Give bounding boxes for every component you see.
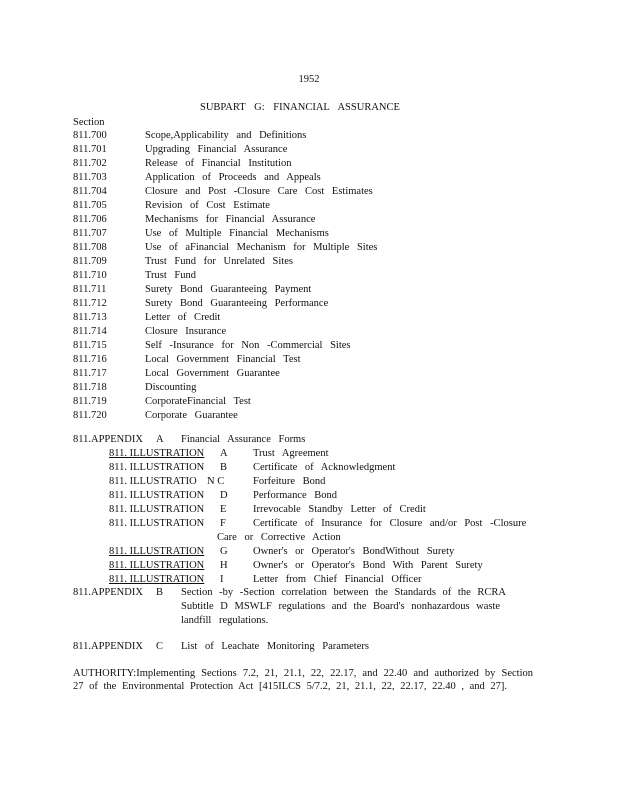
- illustration-label: 811. ILLUSTRATION: [109, 560, 205, 571]
- toc-section-number: 811.714: [73, 326, 107, 337]
- toc-section-title: Revision of Cost Estimate: [145, 200, 270, 211]
- illustration-label: 811. ILLUSTRATION: [109, 448, 205, 459]
- illustration-title: Performance Bond: [253, 490, 338, 501]
- illustration-label: 811. ILLUSTRATION: [109, 574, 205, 585]
- appendix-a-label: 811.APPENDIX: [73, 434, 143, 445]
- toc-section-number: 811.717: [73, 368, 107, 379]
- toc-section-title: Mechanisms for Financial Assurance: [145, 214, 316, 225]
- toc-section-number: 811.712: [73, 298, 107, 309]
- toc-section-title: Use of aFinancial Mechanism for Multiple Sites: [145, 242, 378, 253]
- illustration-title: Certificate of Acknowledgment: [253, 462, 396, 473]
- appendix-c-heading: [73, 640, 369, 653]
- authority-note: AUTHORITY:Implementing Sections 7.2, 21, 21.1, 22, 22.17, and 22.40 and authorized by Section 27 of the Environmental Protection Act [415ILCS 5/7.2, 21, 21.1, 22, 22.17, 22.40 , and 27].: [73, 668, 533, 692]
- illustration-title: Owner's or Operator's BondWithout Surety: [253, 546, 455, 557]
- illustration-label: 811. ILLUSTRATION: [109, 490, 205, 501]
- toc-section-number: 811.718: [73, 382, 107, 393]
- illustration-title: Certificate of Insurance for Closure and/or Post -Closure: [253, 518, 527, 529]
- toc-section-number: 811.707: [73, 228, 107, 239]
- toc-section-number: 811.715: [73, 340, 107, 351]
- appendix-c-letter: C: [156, 641, 164, 652]
- subpart-title: SUBPART G: FINANCIAL ASSURANCE: [200, 102, 400, 113]
- toc-section-title: Upgrading Financial Assurance: [145, 144, 288, 155]
- toc-section-title: Local Government Guarantee: [145, 368, 280, 379]
- page-number: 1952: [298, 74, 320, 85]
- toc-section-title: Closure Insurance: [145, 326, 227, 337]
- appendix-a-title: Financial Assurance Forms: [181, 434, 306, 445]
- toc-section-number: 811.713: [73, 312, 107, 323]
- illustration-label: 811. ILLUSTRATION: [109, 462, 205, 473]
- illustration-title: Trust Agreement: [253, 448, 329, 459]
- toc-section-number: 811.702: [73, 158, 107, 169]
- toc-section-title: Self -Insurance for Non -Commercial Sites: [145, 340, 351, 351]
- illustration-letter: G: [220, 546, 228, 557]
- appendix-c-label: 811.APPENDIX: [73, 641, 143, 652]
- toc-section-title: Trust Fund: [145, 270, 197, 281]
- toc-section-number: 811.706: [73, 214, 107, 225]
- toc-section-title: Use of Multiple Financial Mechanisms: [145, 228, 329, 239]
- toc-section-number: 811.701: [73, 144, 107, 155]
- toc-section-title: Letter of Credit: [145, 312, 221, 323]
- illustration-label: 811. ILLUSTRATION: [109, 518, 205, 529]
- toc-section-title: CorporateFinancial Test: [145, 396, 251, 407]
- toc-section-title: Surety Bond Guaranteeing Payment: [145, 284, 312, 295]
- illustration-letter: I: [220, 574, 224, 585]
- appendix-b-line-1: Section -by -Section correlation between the Standards of the RCRA: [181, 587, 506, 598]
- illustration-letter: A: [220, 448, 228, 459]
- appendix-b-letter: B: [156, 587, 164, 598]
- appendix-b-heading: [73, 586, 506, 599]
- toc-section-title: Release of Financial Institution: [145, 158, 292, 169]
- toc-section-title: Discounting: [145, 382, 197, 393]
- toc-section-number: 811.700: [73, 130, 107, 141]
- illustration-letter: N C: [207, 476, 225, 487]
- illustration-letter: F: [220, 518, 226, 529]
- toc-section-number: 811.711: [73, 284, 107, 295]
- appendix-b-line-2: Subtitle D MSWLF regulations and the Board's nonhazardous waste: [181, 601, 501, 612]
- toc-section-number: 811.719: [73, 396, 107, 407]
- toc-section-number: 811.709: [73, 256, 107, 267]
- toc-section-title: Closure and Post -Closure Care Cost Estimates: [145, 186, 373, 197]
- illustration-title: Forfeiture Bond: [253, 476, 326, 487]
- toc-section-title: Scope,Applicability and Definitions: [145, 130, 307, 141]
- illustration-label: 811. ILLUSTRATIO: [109, 476, 197, 487]
- appendix-a-heading: [73, 433, 306, 446]
- appendix-b-line-3: landfill regulations.: [181, 615, 269, 626]
- toc-section-title: Local Government Financial Test: [145, 354, 301, 365]
- illustration-f-continuation: Care or Corrective Action: [217, 532, 341, 543]
- toc-section-number: 811.710: [73, 270, 107, 281]
- illustration-letter: B: [220, 462, 228, 473]
- illustration-title: Owner's or Operator's Bond With Parent Surety: [253, 560, 483, 571]
- toc-section-number: 811.703: [73, 172, 107, 183]
- illustration-label: 811. ILLUSTRATION: [109, 504, 205, 515]
- toc-section-number: 811.720: [73, 410, 107, 421]
- appendix-b-label: 811.APPENDIX: [73, 587, 143, 598]
- illustration-letter: D: [220, 490, 228, 501]
- appendix-a-letter: A: [156, 434, 164, 445]
- illustration-label: 811. ILLUSTRATION: [109, 546, 205, 557]
- toc-section-number: 811.704: [73, 186, 107, 197]
- section-header: Section: [73, 117, 105, 128]
- illustration-letter: H: [220, 560, 228, 571]
- toc-section-number: 811.708: [73, 242, 107, 253]
- appendix-c-title: List of Leachate Monitoring Parameters: [181, 641, 369, 652]
- toc-section-number: 811.705: [73, 200, 107, 211]
- toc-section-title: Trust Fund for Unrelated Sites: [145, 256, 293, 267]
- illustration-title: Letter from Chief Financial Officer: [253, 574, 422, 585]
- illustration-title: Irrevocable Standby Letter of Credit: [253, 504, 426, 515]
- toc-section-number: 811.716: [73, 354, 107, 365]
- toc-section-title: Application of Proceeds and Appeals: [145, 172, 321, 183]
- illustration-letter: E: [220, 504, 227, 515]
- toc-section-title: Corporate Guarantee: [145, 410, 238, 421]
- toc-section-title: Surety Bond Guaranteeing Performance: [145, 298, 329, 309]
